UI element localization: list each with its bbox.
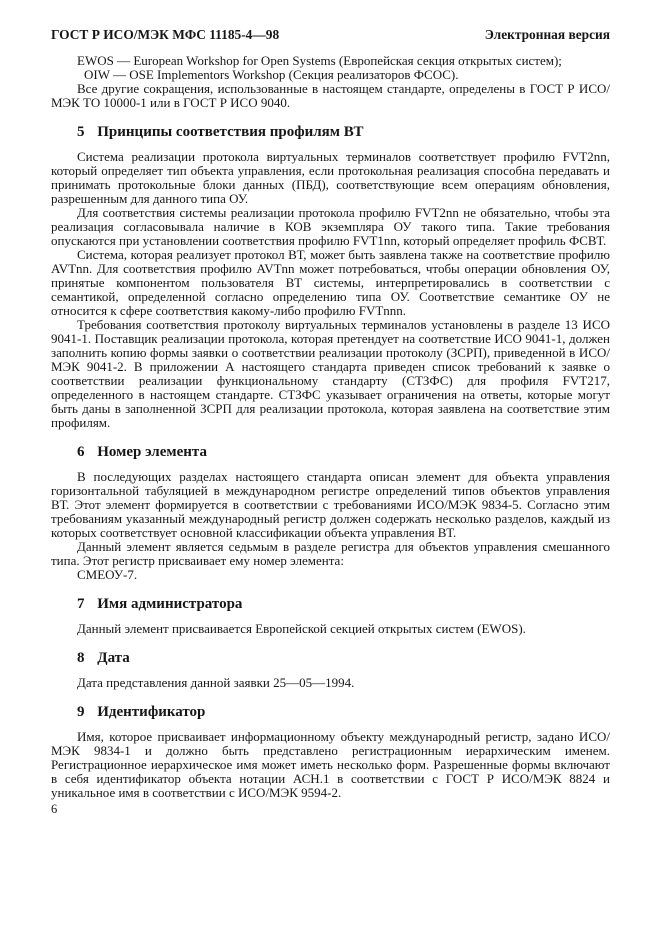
section-8-title: Дата — [97, 650, 130, 666]
section-5-paragraph-3: Система, которая реализует протокол ВТ, может быть заявлена также на соответствие профилю AVTnn. Для соответствия профилю AVTnn может потребоваться, чтобы операции обновления ОУ, принятые компонентом пользователя ВТ системы, интерпретировались в соответствии с семантикой, определенной согласно определению типа ОУ. Соответствие семантике ОУ не относится к сфере соответствия какому-либо профилю FVTnnn. — [51, 247, 610, 318]
section-9-title: Идентификатор — [97, 704, 206, 720]
section-6-number: 6 — [77, 444, 85, 460]
section-5-number: 5 — [77, 124, 85, 140]
section-5-heading — [51, 123, 610, 142]
section-6-paragraph-1: В последующих разделах настоящего стандарта описан элемент для объекта управления горизонтальной табуляцией в международном регистре определений типов объектов управления ВТ. Этот элемент формируется в соответствии с требованиями ИСО/МЭК 9834-5. Согласно этим требованиям указанный международный регистр должен содержать несколько разделов, каждый из которых соответствует основной классификации объекта управления ВТ. — [51, 469, 610, 540]
element-number-line: СМЕОУ-7. — [77, 567, 138, 582]
section-6-title: Номер элемента — [97, 444, 207, 460]
document-code: ГОСТ Р ИСО/МЭК МФС 11185-4—98 — [51, 27, 280, 42]
section-5-paragraph-2: Для соответствия системы реализации протокола профилю FVT2nn не обязательно, чтобы эта реализация согласовывала наличие в КОВ экземпляра ОУ такого типа. Такие требования опускаются при установлении соответствия профилю FVT1nn, который определяет профиль ФСВТ. — [51, 205, 610, 248]
section-7-title: Имя администратора — [97, 596, 243, 612]
section-5-title: Принципы соответствия профилям ВТ — [97, 124, 364, 140]
section-5-paragraph-4: Требования соответствия протоколу виртуальных терминалов установлены в разделе 13 ИСО 9041-1. Поставщик реализации протокола, которая претендует на соответствие ИСО 9041-1, должен заполнить копию формы заявки о соответствии реализации протоколу (ЗСРП), приведенной в ИСО/МЭК 9041-2. В приложении А настоящего стандарта приведен список требований к заявке о соответствии реализации функциональному стандарту (СТЗФС) для профиля FVT217, определенного в настоящем стандарте. СТЗФС указывает ограничения на ответы, которые могут быть даны в заполненной ЗСРП для реализации протокола, которая заявлена на соответствие этим профилям. — [51, 317, 610, 430]
intro-paragraph: Все другие сокращения, использованные в настоящем стандарте, определены в ГОСТ Р ИСО/МЭК ТО 10000-1 или в ГОСТ Р ИСО 9040. — [51, 81, 610, 110]
section-8-number: 8 — [77, 650, 85, 666]
section-9-paragraph-1: Имя, которое присваивает информационному объекту международный регистр, задано ИСО/МЭК 9834-1 и должно быть представлено регистрационным иерархическим именем. Регистрационное иерархическое имя может иметь несколько форм. Разрешенные формы включают в себя идентификатор объекта нотации АСН.1 в соответствии с ГОСТ Р ИСО/МЭК 8824 и уникальное имя в соответствии с ИСО/МЭК 9594-2. — [51, 729, 610, 800]
section-6-paragraph-2: Данный элемент является седьмым в разделе регистра для объектов управления смешанного типа. Этот регистр присваивает ему номер элемента: — [51, 539, 610, 568]
section-7-heading — [51, 595, 610, 614]
edition-label: Электронная версия — [484, 27, 610, 42]
running-header — [51, 27, 610, 43]
section-8-heading — [51, 649, 610, 668]
section-8-paragraph-1: Дата представления данной заявки 25—05—1994. — [77, 675, 355, 690]
page-number: 6 — [51, 802, 58, 816]
section-6-heading — [51, 443, 610, 462]
section-5-paragraph-1: Система реализации протокола виртуальных терминалов соответствует профилю FVT2nn, который определяет тип объекта управления, если протокольная реализация способна передавать и принимать протокольные блоки данных (ПБД), соответствующие всем операциям обновления, разрешенным для данного типа ОУ. — [51, 149, 610, 206]
abbreviation-ewos: EWOS — European Workshop for Open Systems (Европейская секция открытых систем); — [77, 53, 562, 68]
section-9-heading — [51, 703, 610, 722]
section-7-number: 7 — [77, 596, 85, 612]
page-content — [51, 27, 610, 800]
abbreviation-oiw: OIW — OSE Implementors Workshop (Секция реализаторов ФСОС). — [84, 67, 459, 82]
section-9-number: 9 — [77, 704, 85, 720]
section-7-paragraph-1: Данный элемент присваивается Европейской секцией открытых систем (EWOS). — [77, 621, 526, 636]
